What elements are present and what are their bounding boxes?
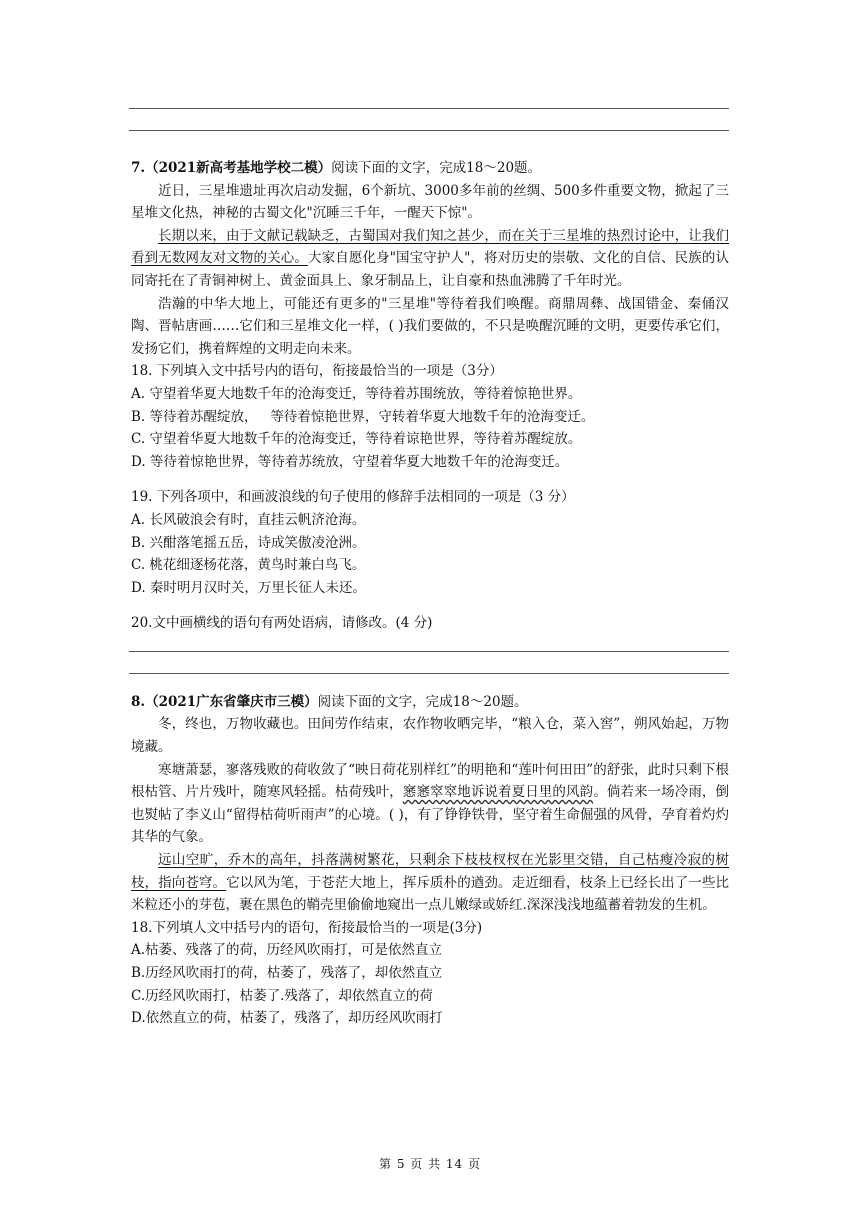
question-8-instruction: 阅读下面的文字，完成18～20题。: [317, 693, 528, 710]
option-c: C. 守望着华夏大地数千年的沧海变迁，等待着谅艳世界，等待着苏醒绽放。: [131, 431, 582, 448]
option-c: C. 桃花细逐杨花落，黄鸟时兼白鸟飞。: [131, 557, 366, 574]
option-d: D. 秦时明月汉时关，万里长征人未还。: [131, 579, 366, 596]
wavy-underlined-sentence: 窸窸窣窣地诉说着夏日里的风韵: [402, 784, 594, 801]
passage-text: 寒塘萧瑟，寥落残败的荷收敛了“映日荷花别样红”的明艳和“莲叶何田田”的舒张，此时只剩下根根枯管、片片残叶，随寒风轻摇。枯荷残叶，: [131, 761, 729, 801]
answer-line: [129, 651, 729, 652]
passage-paragraph: 近日，三星堆遗址再次启动发掘，6个新坑、3000多年前的丝绸、500多件重要文物，掀起了三星堆文化热，神秘的古蜀文化"沉睡三千年，一醒天下惊"。: [131, 182, 729, 222]
answer-line: [129, 673, 729, 674]
page-footer: 第 5 页 共 14 页: [379, 1157, 481, 1171]
question-7-instruction: 阅读下面的文字，完成18～20题。: [331, 160, 542, 176]
question-18-stem: 18.下列填人文中括号内的语句，衔接最恰当的一项是(3分): [131, 919, 483, 936]
question-7-source: 7.（2021新高考基地学校二模）: [131, 160, 332, 176]
option-d: D. 等待着惊艳世界，等待着苏统放，守望着华夏大地数千年的沧海变迁。: [131, 453, 569, 470]
passage-text: 它以风为笔，于苍茫大地上，挥斥质朴的遒劲。走近细看，枝条上已经长出了一些比米粒还小的芽苞，裹在黑色的鞘壳里偷偷地窥出一点儿嫩绿或娇红.深深浅浅地蕴蓄着勃发的生机。: [131, 874, 730, 914]
passage-text: )我们要做的，不只是唤醒沉睡的文明，更要传承它们，发扬它们，携着辉煌的文明走向未来。: [131, 318, 729, 357]
underlined-sentence: 远山空旷，乔木的高年，抖落满树繁花，只剩余下枝枝杈杈在光影里交错，自己枯瘦冷寂的树枝，指向苍穹。: [131, 852, 729, 891]
option-a: A. 长风破浪会有时，直挂云帆济沧海。: [131, 511, 366, 528]
option-b: B. 兴酣落笔摇五岳，诗成笑傲凌沧洲。: [131, 534, 366, 551]
passage-paragraph: [131, 849, 729, 917]
option-b: B.历经风吹雨打的荷，枯萎了，残落了，却依然直立: [131, 965, 443, 981]
question-19-stem: 19. 下列各项中，和画波浪线的句子使用的修辞手法相同的一项是（3 分）: [131, 489, 575, 506]
option-b: B. 等待着苏醒绽放， 等待着惊艳世界，守转着华夏大地数千年的沧海变迁。: [131, 408, 595, 425]
option-d: D.依然直立的荷，枯萎了，残落了，却历经风吹雨打: [131, 1010, 443, 1027]
question-18-stem: 18. 下列填入文中括号内的语句，衔接最恰当的一项是（3分）: [131, 363, 503, 380]
option-c: C.历经风吹雨打，枯萎了.残落了，却依然直立的荷: [131, 987, 433, 1004]
page-content: [131, 157, 729, 1030]
passage-text: 。倘若来一场冷雨，倒也熨帖了李义山“留得枯荷听雨声”的心境。( )，有了铮铮铁骨，坚守着生命倔强的风骨，孕育着灼灼其华的气象。: [131, 784, 730, 846]
question-7-header: [131, 157, 729, 180]
question-20-stem: 20.文中画横线的语句有两处语病，请修改。(4 分): [131, 615, 433, 632]
passage-paragraph: [131, 293, 729, 361]
passage-paragraph: [131, 225, 729, 293]
passage-paragraph: 冬，终也，万物收藏也。田间劳作结束，农作物收晒完毕，“粮入仓，菜入窖”，朔风始起，万物境藏。: [131, 716, 729, 756]
option-a: A.枯萎、残落了的荷，历经风吹雨打，可是依然直立: [131, 942, 443, 959]
answer-line: [129, 130, 729, 131]
passage-paragraph: [131, 759, 729, 849]
passage-text: 浩瀚的中华大地上，可能还有更多的"三星堆"等待着我们唤醒。商鼎周彝、战国错金、秦俑汉陶、晋帖唐画……它们和三星堆文化一样，(: [131, 295, 729, 335]
passage-text: 大家自愿化身"国宝守护人"，将对历史的崇敬、文化的自信、民族的认同寄托在了青铜神树上、黄金面具上、象牙制品上，让自豪和热血沸腾了千年时光。: [131, 250, 729, 289]
answer-line: [129, 108, 729, 109]
option-a: A. 守望着华夏大地数千年的沧海变迁，等待着苏围统放，等待着惊艳世界。: [131, 385, 582, 402]
question-8-source: 8.（2021广东省肇庆市三模）: [131, 693, 318, 710]
question-8-header: [131, 691, 729, 714]
underlined-sentence: 长期以来，由于文献记载缺乏，古蜀国对我们知之甚少，而在关于三星堆的热烈讨论中，让我们看到无数网友对文物的关心。: [131, 227, 729, 267]
answer-area: [131, 635, 729, 691]
